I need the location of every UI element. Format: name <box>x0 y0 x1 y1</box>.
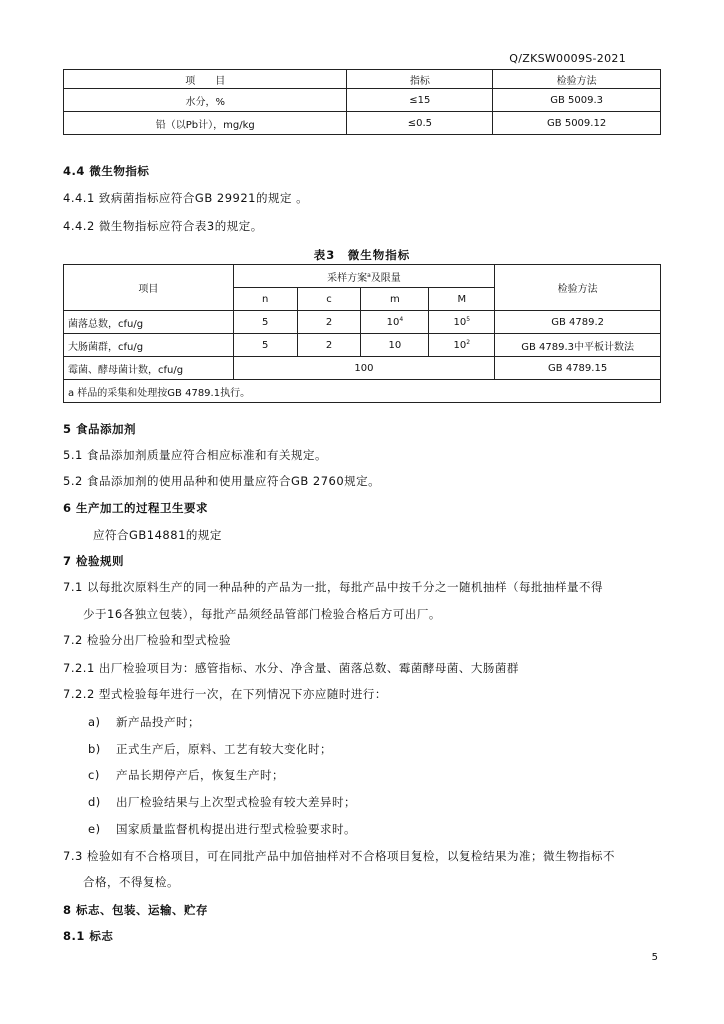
M-base: 10 <box>453 317 467 328</box>
section-8-heading: 8 标志、包装、运输、贮存 <box>63 903 209 917</box>
footnote-marker: a <box>367 271 371 279</box>
list-item <box>88 767 284 783</box>
cell-item: 铅（以Pb计），mg/kg <box>64 112 347 135</box>
section-8-1-heading: 8.1 标志 <box>63 929 114 943</box>
M-exponent: 5 <box>466 316 471 323</box>
header-item: 项目 <box>64 265 234 311</box>
section-4-4-heading: 4.4 微生物指标 <box>63 164 150 178</box>
section-7-3-line2: 合格，不得复检。 <box>83 875 179 889</box>
list-item <box>88 821 356 837</box>
cell-method: GB 5009.3 <box>493 89 661 112</box>
section-7-3-line1: 7.3 检验如有不合格项目，可在同批产品中加倍抽样对不合格项目复检，以复检结果为准；微生物指标不 <box>63 849 615 863</box>
cell-method: GB 4789.2 <box>495 311 661 334</box>
table3-title: 表3 微生物指标 <box>313 248 411 262</box>
section-7-2-1: 7.2.1 出厂检验项目为：感管指标、水分、净含量、菌落总数、霉菌酵母菌、大肠菌群 <box>63 661 519 675</box>
section-6-heading: 6 生产加工的过程卫生要求 <box>63 501 209 515</box>
section-7-1-line2: 少于16各独立包装），每批产品须经品管部门检验合格后方可出厂。 <box>83 607 441 621</box>
section-5-2: 5.2 食品添加剂的使用品种和使用量应符合GB 2760规定。 <box>63 474 381 488</box>
section-7-1-line1: 7.1 以每批次原料生产的同一种品种的产品为一批，每批产品中按千分之一随机抽样（每批抽样量不得 <box>63 580 603 594</box>
list-text: 国家质量监督机构提出进行型式检验要求时。 <box>116 822 356 836</box>
cell-method: GB 5009.12 <box>493 112 661 135</box>
cell-limit: 100 <box>233 357 495 380</box>
header-method: 检验方法 <box>493 70 661 89</box>
m-base: 10 <box>386 317 400 328</box>
section-5-heading: 5 食品添加剂 <box>63 422 137 436</box>
header-c: c <box>297 288 361 311</box>
cell-M <box>429 311 495 334</box>
cell-m: 10 <box>361 334 429 357</box>
cell-M <box>429 334 495 357</box>
table-header-row <box>64 265 661 288</box>
list-item <box>88 741 332 757</box>
section-7-2: 7.2 检验分出厂检验和型式检验 <box>63 633 231 647</box>
table-footnote: a 样品的采集和处理按GB 4789.1执行。 <box>64 380 661 403</box>
table-footnote-row <box>64 380 661 403</box>
page-number: 5 <box>651 952 658 963</box>
section-7-heading: 7 检验规则 <box>63 554 125 568</box>
cell-item: 霉菌、酵母菌计数，cfu/g <box>64 357 234 380</box>
header-M: M <box>429 288 495 311</box>
list-marker: b) <box>88 742 101 756</box>
M-exponent: 2 <box>466 339 471 346</box>
cell-c: 2 <box>297 334 361 357</box>
list-text: 出厂检验结果与上次型式检验有较大差异时； <box>116 795 356 809</box>
header-sampling-plan-suffix: 及限量 <box>370 272 401 284</box>
cell-n: 5 <box>233 311 297 334</box>
indicator-table <box>63 69 661 135</box>
table-header-row <box>64 70 661 89</box>
header-indicator: 指标 <box>347 70 493 89</box>
section-7-2-2: 7.2.2 型式检验每年进行一次，在下列情况下亦应随时进行： <box>63 687 387 701</box>
section-4-4-2: 4.4.2 微生物指标应符合表3的规定。 <box>63 219 263 233</box>
cell-indicator: ≤15 <box>347 89 493 112</box>
list-text: 新产品投产时； <box>116 715 200 729</box>
cell-n: 5 <box>233 334 297 357</box>
list-marker: a) <box>88 715 101 729</box>
table-row <box>64 357 661 380</box>
list-text: 正式生产后，原料、工艺有较大变化时； <box>116 742 332 756</box>
microbial-table <box>63 264 661 403</box>
cell-method: GB 4789.15 <box>495 357 661 380</box>
section-6-text: 应符合GB14881的规定 <box>93 528 222 542</box>
cell-method: GB 4789.3中平板计数法 <box>495 334 661 357</box>
table-row <box>64 112 661 135</box>
table-row <box>64 311 661 334</box>
cell-c: 2 <box>297 311 361 334</box>
table-row <box>64 334 661 357</box>
header-method: 检验方法 <box>495 265 661 311</box>
header-sampling-plan-prefix: 采样方案 <box>327 272 368 284</box>
cell-m <box>361 311 429 334</box>
section-4-4-1: 4.4.1 致病菌指标应符合GB 29921的规定 。 <box>63 191 309 205</box>
section-5-1: 5.1 食品添加剂质量应符合相应标准和有关规定。 <box>63 448 327 462</box>
cell-item: 大肠菌群，cfu/g <box>64 334 234 357</box>
m-exponent: 4 <box>399 316 404 323</box>
list-text: 产品长期停产后，恢复生产时； <box>116 768 284 782</box>
M-base: 10 <box>453 340 467 351</box>
list-marker: e) <box>88 822 101 836</box>
cell-item: 菌落总数，cfu/g <box>64 311 234 334</box>
header-n: n <box>233 288 297 311</box>
cell-indicator: ≤0.5 <box>347 112 493 135</box>
table-row <box>64 89 661 112</box>
list-marker: c) <box>88 768 100 782</box>
list-marker: d) <box>88 795 101 809</box>
list-item <box>88 714 200 730</box>
header-sampling-plan <box>233 265 495 288</box>
cell-item: 水分，% <box>64 89 347 112</box>
header-item: 项 目 <box>64 70 347 89</box>
document-code: Q/ZKSW0009S-2021 <box>509 52 626 65</box>
header-m: m <box>361 288 429 311</box>
list-item <box>88 794 356 810</box>
